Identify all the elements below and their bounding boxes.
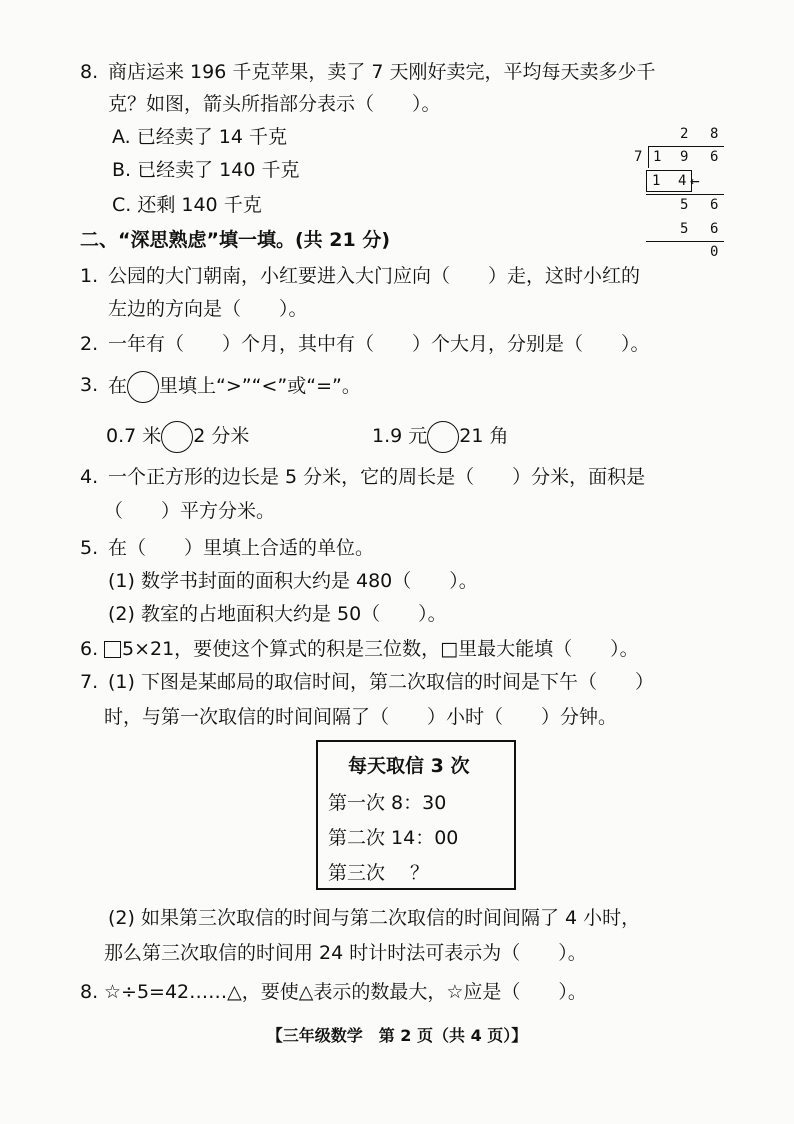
- question-text: [108, 370, 361, 403]
- answer-circle[interactable]: [427, 421, 459, 453]
- question-text: 一个正方形的边长是 5 分米，它的周长是（ ）分米，面积是: [108, 466, 646, 488]
- question-text: 左边的方向是（ ）。: [108, 298, 308, 320]
- question-number: 6.: [80, 638, 99, 660]
- text-fragment: 里填上“>”“<”或“=”。: [159, 375, 361, 397]
- quotient-digit: 2: [680, 126, 689, 142]
- sub-question: (1) 数学书封面的面积大约是 480（ ）。: [108, 570, 478, 592]
- question-number: 8.: [80, 61, 99, 83]
- question-number: 3.: [80, 374, 99, 396]
- sub-question: (1) 下图是某邮局的取信时间，第二次取信的时间是下午（ ）: [108, 671, 654, 693]
- schedule-second: 第二次 14：00: [328, 827, 459, 849]
- quotient-digit: 8: [710, 126, 719, 142]
- option-c: C. 还剩 140 千克: [112, 194, 262, 216]
- text-fragment: 在: [108, 375, 128, 397]
- compare-item: [372, 420, 508, 453]
- text-fragment: 5×21，要使这个算式的积是三位数，□里最大能填（ ）。: [122, 638, 639, 660]
- remainder-digit: 6: [710, 197, 719, 213]
- schedule-title: 每天取信 3 次: [348, 755, 470, 777]
- sub-question: (2) 教室的占地面积大约是 50（ ）。: [108, 603, 447, 625]
- partial-product-digit: 5: [680, 221, 689, 237]
- question-text: 克？如图，箭头所指部分表示（ ）。: [108, 93, 441, 115]
- long-division-figure: [628, 122, 728, 262]
- schedule-third: 第三次 ？: [328, 862, 430, 884]
- question-number: 1.: [80, 265, 99, 287]
- question-text: 商店运来 196 千克苹果，卖了 7 天刚好卖完，平均每天卖多少千: [108, 61, 656, 83]
- compare-left: 1.9 元: [372, 425, 428, 447]
- compare-left: 0.7 米: [106, 425, 162, 447]
- question-number: 4.: [80, 466, 99, 488]
- division-bracket: [648, 146, 649, 168]
- partial-product-digit: 4: [678, 173, 687, 189]
- compare-right: 21 角: [459, 425, 509, 447]
- question-number: 5.: [80, 537, 99, 559]
- remainder-digit: 5: [680, 197, 689, 213]
- dividend-digit: 1: [653, 149, 662, 165]
- page-footer: 【三年级数学 第 2 页（共 4 页）】: [266, 1026, 528, 1045]
- option-a: A. 已经卖了 14 千克: [112, 126, 287, 148]
- compare-right: 2 分米: [193, 425, 250, 447]
- compare-item: [106, 420, 249, 453]
- divisor: 7: [634, 149, 643, 165]
- question-text: ☆÷5=42……△，要使△表示的数最大，☆应是（ ）。: [104, 981, 587, 1003]
- square-blank: [104, 641, 121, 658]
- section-heading: 二、“深思熟虑”填一填。(共 21 分): [80, 229, 391, 251]
- answer-circle[interactable]: [161, 421, 193, 453]
- division-bar: [648, 146, 724, 147]
- question-number: 2.: [80, 333, 99, 355]
- dividend-digit: 9: [680, 149, 689, 165]
- subtraction-line: [646, 241, 724, 242]
- question-text: 一年有（ ）个月，其中有（ ）个大月，分别是（ ）。: [108, 333, 650, 355]
- subtraction-line: [646, 194, 724, 195]
- final-remainder: 0: [710, 244, 719, 260]
- question-number: 7.: [80, 671, 99, 693]
- sub-question: (2) 如果第三次取信的时间与第二次取信的时间间隔了 4 小时，: [108, 907, 641, 929]
- question-text: 时，与第一次取信的时间间隔了（ ）小时（ ）分钟。: [104, 706, 618, 728]
- question-text: 那么第三次取信的时间用 24 时计时法可表示为（ ）。: [104, 942, 587, 964]
- partial-product-digit: 6: [710, 221, 719, 237]
- question-text: [104, 637, 639, 661]
- option-b: B. 已经卖了 140 千克: [112, 159, 300, 181]
- question-text: 在（ ）里填上合适的单位。: [108, 537, 375, 559]
- question-text: 公园的大门朝南，小红要进入大门应向（ ）走，这时小红的: [108, 265, 641, 287]
- mail-pickup-schedule-box: [316, 740, 516, 890]
- arrow-left-icon: ←: [690, 171, 700, 190]
- schedule-first: 第一次 8：30: [328, 792, 447, 814]
- question-text: （ ）平方分米。: [104, 500, 276, 522]
- question-number: 8.: [80, 981, 99, 1003]
- circle-blank: [127, 371, 159, 403]
- dividend-digit: 6: [710, 149, 719, 165]
- partial-product-digit: 1: [652, 173, 661, 189]
